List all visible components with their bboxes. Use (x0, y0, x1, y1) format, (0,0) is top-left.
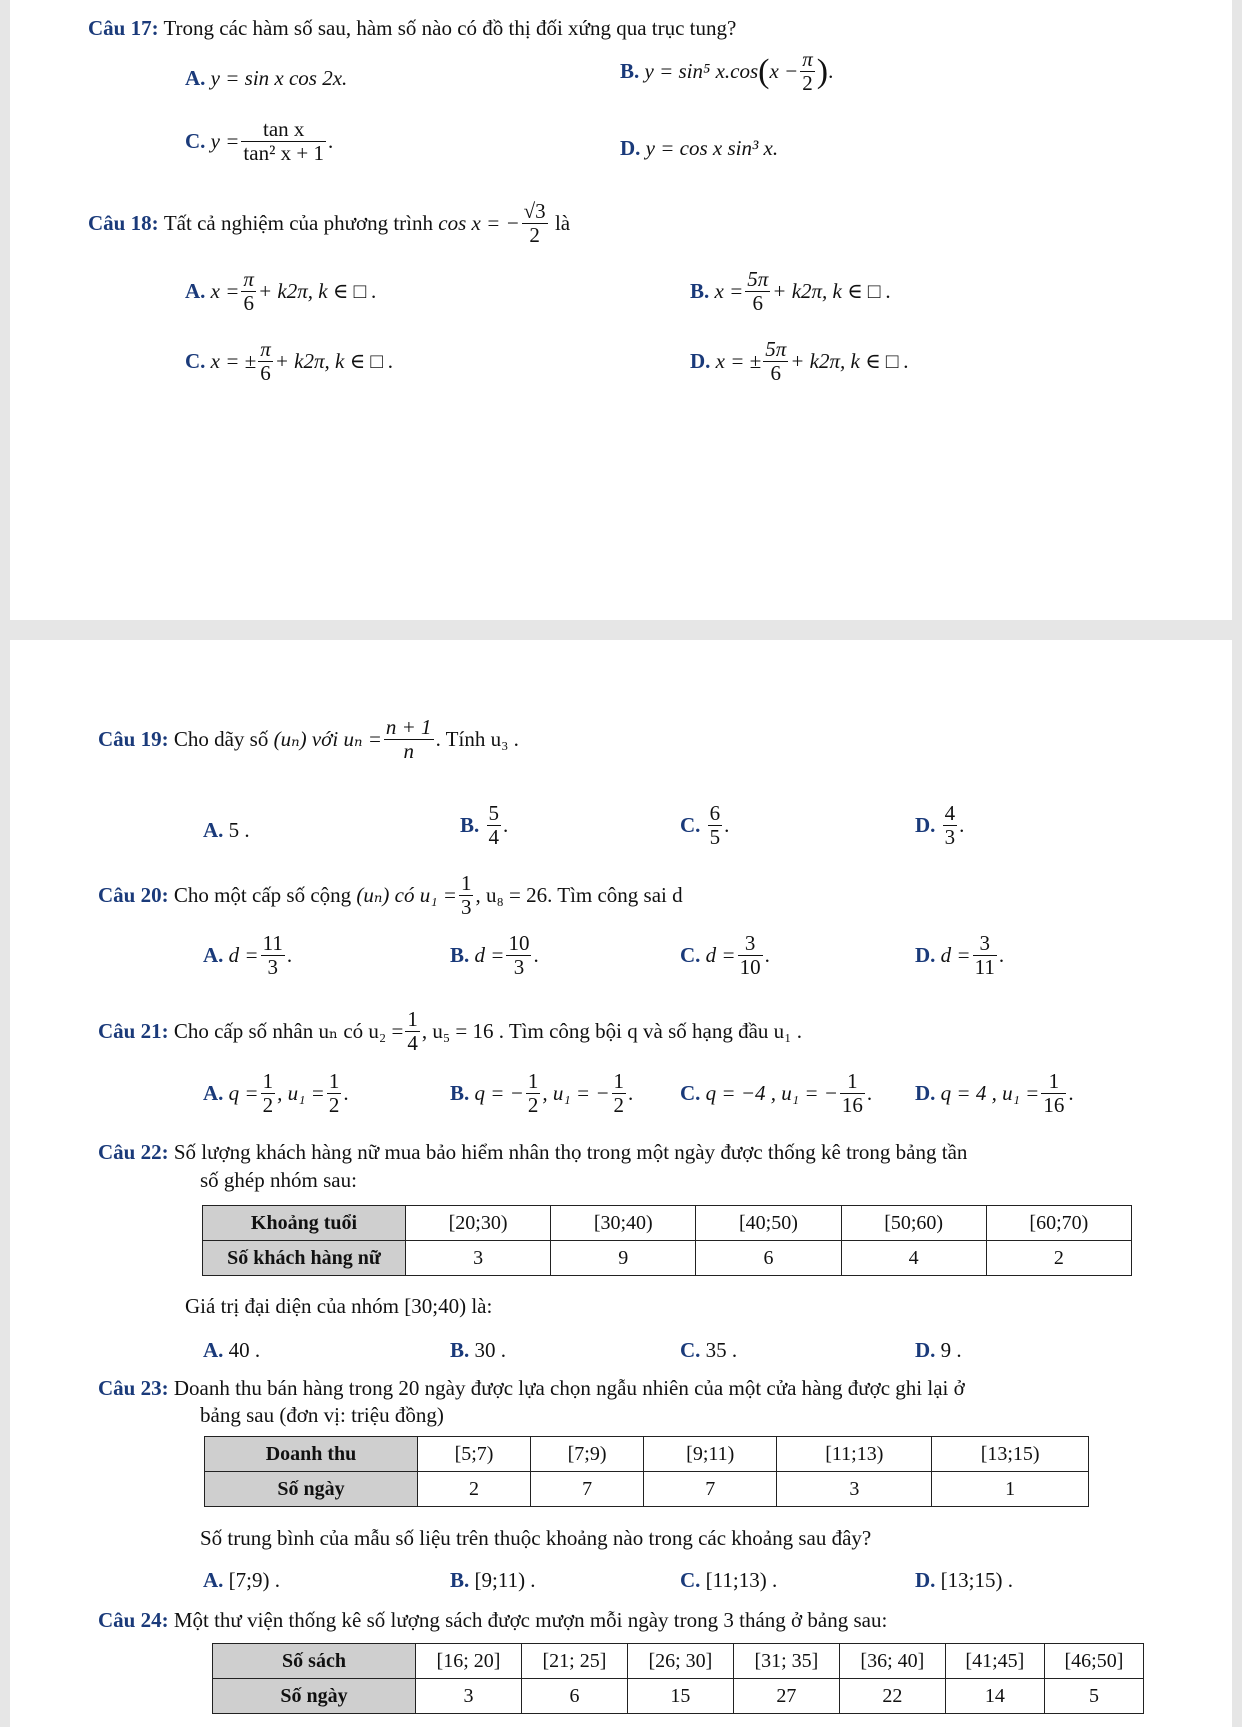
question-text: , u₅ = 16 . Tìm công bội q và số hạng đầu u₁ . (421, 1019, 802, 1044)
table-row (205, 1472, 1089, 1507)
denominator: 6 (243, 291, 254, 316)
option-text: 9 . (940, 1338, 962, 1362)
denominator: 2 (262, 1093, 274, 1118)
denominator: 16 (841, 1093, 863, 1118)
table-cell: [21; 25] (521, 1644, 627, 1679)
denominator: 3 (267, 955, 278, 980)
q20-option-b: B. d = $\frac{10}{3}$ . (450, 931, 539, 980)
option-text: [7;9) . (228, 1568, 280, 1592)
table-cell: 3 (777, 1472, 932, 1507)
option-letter: A. (203, 1338, 224, 1362)
fraction (459, 872, 474, 919)
paren-open: ( (758, 52, 770, 90)
option-text: q = − (474, 1081, 524, 1106)
option-letter: D. (915, 1338, 936, 1362)
q19-option-d: D. $\frac{4}{3}$ . (915, 801, 965, 850)
question-text: Cho một cấp số cộng (173, 883, 352, 908)
q22-option-d (915, 1340, 962, 1361)
denominator: 4 (407, 1031, 418, 1056)
numerator: n + 1 (385, 715, 432, 739)
numerator: π (243, 267, 254, 291)
table-cell: 9 (551, 1241, 696, 1276)
table-cell: [16; 20] (416, 1644, 522, 1679)
table-cell: Số ngày (205, 1472, 418, 1507)
option-letter: B. (450, 1081, 470, 1106)
table-cell: [11;13) (777, 1437, 932, 1472)
q19-option-c: C. $\frac{6}{5}$ . (680, 801, 730, 850)
numerator: 1 (262, 1069, 274, 1093)
table-cell: 7 (531, 1472, 644, 1507)
option-letter: A. (203, 818, 224, 842)
option-text: y = cos x sin³ x. (645, 136, 779, 160)
table-cell: 22 (839, 1679, 945, 1714)
table-cell: [36; 40] (839, 1644, 945, 1679)
table-cell: [20;30) (406, 1206, 551, 1241)
option-text: q = −4 , u₁ = − (705, 1081, 838, 1106)
option-text: x = ± (715, 349, 762, 374)
table-cell: [31; 35] (733, 1644, 839, 1679)
question-18-label: Câu 18: (88, 211, 159, 236)
option-letter: D. (915, 1081, 936, 1106)
question-24-label: Câu 24: (98, 1608, 169, 1632)
q20-option-c: C. d = $\frac{3}{10}$ . (680, 931, 770, 980)
option-text: y = sin x cos 2x. (210, 66, 348, 90)
option-text: + k2π, k ∈ □ . (772, 279, 892, 304)
table-cell: [40;50) (696, 1206, 841, 1241)
option-letter: A. (185, 279, 206, 304)
fraction (763, 338, 788, 385)
option-letter: B. (450, 943, 470, 968)
option-text: [9;11) . (474, 1568, 536, 1592)
table-cell: 6 (696, 1241, 841, 1276)
question-text: có u₁ = (394, 883, 457, 908)
option-letter: C. (680, 1338, 701, 1362)
question-text: Số lượng khách hàng nữ mua bảo hiểm nhân thọ trong một ngày được thống kê trong bảng tần (173, 1140, 968, 1164)
fraction (241, 118, 326, 165)
option-letter: D. (915, 813, 936, 838)
paren-close: ) (816, 52, 829, 90)
denominator: 10 (739, 955, 761, 980)
denominator: 2 (529, 223, 540, 248)
option-text: + k2π, k ∈ □ . (790, 349, 910, 374)
equation: cos x = − (438, 211, 520, 236)
page-1 (10, 0, 1232, 620)
equation-suffix: là (554, 211, 571, 236)
q17-option-c: C. y = $\frac{\text{tan x}}{\text{tan² x + 1}}$ . (185, 117, 334, 166)
fraction (526, 1070, 541, 1117)
table-cell: [41;45] (945, 1644, 1044, 1679)
option-text: y = (210, 129, 240, 154)
option-text: d = (705, 943, 736, 968)
q20-option-d: D. d = $\frac{3}{11}$ . (915, 931, 1005, 980)
denominator: 3 (944, 825, 956, 850)
fraction (738, 932, 763, 979)
table-cell: [26; 30] (627, 1644, 733, 1679)
table-cell: [13;15) (932, 1437, 1089, 1472)
option-text: x = (210, 279, 240, 304)
denominator: 6 (260, 361, 271, 386)
denominator: 3 (513, 955, 525, 980)
option-text: x = ± (210, 349, 257, 374)
table-cell: Số sách (213, 1644, 416, 1679)
table-cell: 5 (1044, 1679, 1143, 1714)
fraction (800, 48, 815, 95)
numerator: 1 (840, 1070, 865, 1094)
table-q24 (212, 1643, 1144, 1714)
option-letter: B. (620, 59, 640, 84)
option-letter: D. (690, 349, 711, 374)
option-text: q = 4 , u₁ = (940, 1081, 1040, 1106)
fraction (745, 268, 770, 315)
option-text: [11;13) . (705, 1568, 778, 1592)
table-cell: [30;40) (551, 1206, 696, 1241)
option-letter: C. (185, 349, 206, 374)
option-text: x − (769, 59, 799, 84)
question-22-line2: số ghép nhóm sau: (200, 1168, 357, 1192)
denominator: 4 (488, 825, 500, 850)
fraction (258, 338, 273, 385)
option-text: y = sin⁵ x.cos (644, 59, 759, 84)
option-text: , u₁ = (277, 1081, 325, 1106)
table-cell: [50;60) (841, 1206, 986, 1241)
table-row (205, 1437, 1089, 1472)
table-row (213, 1644, 1144, 1679)
question-23-prompt: Số trung bình của mẫu số liệu trên thuộc khoảng nào trong các khoảng sau đây? (200, 1526, 872, 1550)
question-21-label: Câu 21: (98, 1019, 169, 1044)
option-text: d = (940, 943, 971, 968)
question-text: Cho cấp số nhân uₙ có u₂ = (173, 1019, 404, 1044)
table-row (203, 1241, 1132, 1276)
question-22-label: Câu 22: (98, 1140, 169, 1164)
question-22 (98, 1142, 967, 1163)
option-letter: C. (680, 1568, 701, 1592)
option-letter: B. (450, 1568, 470, 1592)
q18-option-c (185, 338, 394, 385)
table-cell: [46;50] (1044, 1644, 1143, 1679)
numerator: 1 (460, 871, 472, 895)
question-text: với uₙ = (311, 727, 382, 752)
fraction (405, 1008, 420, 1055)
option-text: d = (474, 943, 505, 968)
table-cell: Số khách hàng nữ (203, 1241, 406, 1276)
table-cell: [60;70) (986, 1206, 1131, 1241)
table-cell: [9;11) (644, 1437, 777, 1472)
q22-option-a (203, 1340, 260, 1361)
denominator: tan² x + 1 (243, 141, 324, 166)
table-cell: 15 (627, 1679, 733, 1714)
numerator: 11 (262, 931, 283, 955)
table-cell: 7 (644, 1472, 777, 1507)
table-cell: Doanh thu (205, 1437, 418, 1472)
denominator: 16 (1043, 1093, 1065, 1118)
option-text: [13;15) . (940, 1568, 1013, 1592)
question-text: , u₈ = 26. Tìm công sai d (475, 883, 683, 908)
q21-option-d: D. q = 4 , u₁ = $\frac{1}{16}$ . (915, 1069, 1074, 1118)
question-18 (88, 200, 570, 247)
q20-option-a: A. d = $\frac{11}{3}$ . (203, 931, 293, 980)
table-cell: 2 (986, 1241, 1131, 1276)
question-22-prompt: Giá trị đại diện của nhóm [30;40) là: (185, 1294, 493, 1318)
fraction (241, 268, 256, 315)
denominator: 6 (770, 361, 781, 386)
question-text: Doanh thu bán hàng trong 20 ngày được lựa chọn ngẫu nhiên của một cửa hàng được ghi lại ở (173, 1376, 965, 1400)
fraction (261, 932, 285, 979)
numerator: 5π (765, 337, 787, 361)
q21-option-c: C. q = −4 , u₁ = − $\frac{1}{16}$ . (680, 1069, 873, 1118)
fraction (487, 802, 502, 849)
question-21 (98, 1008, 802, 1055)
fraction (506, 932, 531, 979)
q19-option-a (203, 820, 250, 841)
question-23-label: Câu 23: (98, 1376, 169, 1400)
denominator: n (403, 739, 414, 764)
numerator: 3 (738, 932, 763, 956)
option-letter: B. (460, 813, 480, 838)
question-20 (98, 872, 683, 919)
question-18-text: Tất cả nghiệm của phương trình (163, 211, 433, 236)
question-text: Một thư viện thống kê số lượng sách được mượn mỗi ngày trong 3 tháng ở bảng sau: (173, 1608, 888, 1632)
option-text: 40 . (228, 1338, 261, 1362)
numerator: 5π (747, 267, 769, 291)
numerator: 3 (973, 932, 997, 956)
denominator: 2 (613, 1093, 625, 1118)
table-cell: 27 (733, 1679, 839, 1714)
option-letter: A. (203, 1081, 224, 1106)
sequence: (uₙ) (356, 883, 390, 908)
numerator: π (260, 337, 271, 361)
table-cell: 3 (406, 1241, 551, 1276)
numerator: 10 (508, 931, 530, 955)
fraction (973, 932, 997, 979)
numerator: tan x (241, 118, 326, 142)
option-letter: B. (690, 279, 710, 304)
option-text: 5 . (228, 818, 250, 842)
option-letter: C. (680, 1081, 701, 1106)
q18-option-d (690, 338, 909, 385)
numerator: 1 (527, 1069, 539, 1093)
fraction (840, 1070, 865, 1117)
denominator: 5 (709, 825, 721, 850)
fraction (327, 1070, 342, 1117)
numerator: π (802, 47, 813, 71)
option-text: d = (228, 943, 259, 968)
numerator: 6 (709, 801, 721, 825)
table-cell: 4 (841, 1241, 986, 1276)
option-text: 30 . (474, 1338, 507, 1362)
question-19 (98, 716, 519, 763)
table-cell: Số ngày (213, 1679, 416, 1714)
table-cell: Khoảng tuổi (203, 1206, 406, 1241)
table-cell: 6 (521, 1679, 627, 1714)
q23-option-b (450, 1570, 536, 1591)
table-cell: 14 (945, 1679, 1044, 1714)
table-q22 (202, 1205, 1132, 1276)
option-text: q = (228, 1081, 259, 1106)
table-q23 (204, 1436, 1089, 1507)
numerator: 1 (407, 1007, 418, 1031)
question-text: . Tính u₃ . (435, 727, 519, 752)
option-text: + k2π, k ∈ □ . (274, 349, 394, 374)
denominator: 2 (328, 1093, 340, 1118)
table-cell: 2 (418, 1472, 531, 1507)
numerator: 1 (328, 1069, 340, 1093)
fraction (522, 200, 548, 247)
option-letter: C. (680, 943, 701, 968)
denominator: 6 (752, 291, 764, 316)
option-letter: A. (203, 1568, 224, 1592)
numerator: √3 (523, 199, 546, 223)
table-cell: 1 (932, 1472, 1089, 1507)
numerator: 1 (1041, 1070, 1066, 1094)
option-letter: D. (620, 136, 641, 160)
q17-option-a (185, 68, 347, 89)
question-20-label: Câu 20: (98, 883, 169, 908)
numerator: 1 (613, 1069, 625, 1093)
fraction (1041, 1070, 1066, 1117)
q19-option-b: B. $\frac{5}{4}$ . (460, 801, 509, 850)
q21-option-b: B. q = − $\frac{1}{2}$ , u₁ = − $\frac{1}{2}$ . (450, 1069, 634, 1118)
option-letter: D. (915, 1568, 936, 1592)
q18-option-b (690, 268, 891, 315)
question-17-text: Trong các hàm số sau, hàm số nào có đồ thị đối xứng qua trục tung? (163, 16, 737, 40)
denominator: 11 (974, 955, 995, 980)
fraction (943, 802, 958, 849)
sequence: (uₙ) (273, 727, 307, 752)
table-cell: 3 (416, 1679, 522, 1714)
option-text: 35 . (705, 1338, 738, 1362)
denominator: 3 (460, 895, 472, 920)
question-17 (88, 18, 736, 39)
q22-option-b (450, 1340, 506, 1361)
fraction (708, 802, 723, 849)
q23-option-d (915, 1570, 1013, 1591)
option-letter: A. (203, 943, 224, 968)
table-cell: [7;9) (531, 1437, 644, 1472)
table-row (203, 1206, 1132, 1241)
question-24 (98, 1610, 887, 1631)
question-text: Cho dãy số (173, 727, 269, 752)
numerator: 4 (944, 801, 956, 825)
numerator: 5 (488, 801, 500, 825)
option-letter: A. (185, 66, 206, 90)
table-cell: [5;7) (418, 1437, 531, 1472)
option-letter: C. (185, 129, 206, 154)
table-row (213, 1679, 1144, 1714)
option-text: x = (714, 279, 744, 304)
option-text: , u₁ = − (542, 1081, 610, 1106)
option-letter: C. (680, 813, 701, 838)
q23-option-a (203, 1570, 280, 1591)
question-17-label: Câu 17: (88, 16, 159, 40)
q22-option-c (680, 1340, 737, 1361)
q18-option-a (185, 268, 377, 315)
q21-option-a: A. q = $\frac{1}{2}$ , u₁ = $\frac{1}{2}$ . (203, 1069, 349, 1118)
denominator: 2 (527, 1093, 539, 1118)
fraction (261, 1070, 276, 1117)
question-23-line2: bảng sau (đơn vị: triệu đồng) (200, 1403, 444, 1427)
denominator: 2 (802, 71, 813, 96)
q23-option-c (680, 1570, 777, 1591)
question-19-label: Câu 19: (98, 727, 169, 752)
fraction (384, 716, 434, 763)
page-2 (10, 640, 1232, 1727)
fraction (612, 1070, 627, 1117)
q17-option-b: B. y = sin⁵ x.cos ( x − $\frac{\pi}{2}$ ) . (620, 47, 834, 96)
q17-option-d (620, 138, 778, 159)
option-letter: B. (450, 1338, 470, 1362)
option-text: + k2π, k ∈ □ . (257, 279, 377, 304)
question-23 (98, 1378, 965, 1399)
option-letter: D. (915, 943, 936, 968)
